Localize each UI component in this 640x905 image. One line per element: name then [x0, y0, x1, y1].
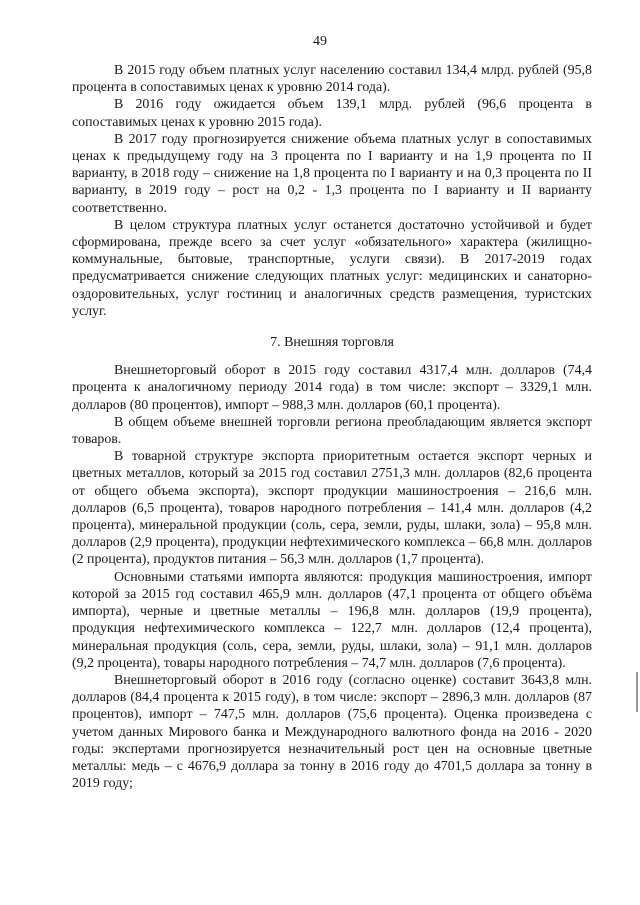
paragraph-paid-services-forecast: В 2017 году прогнозируется снижение объема платных услуг в сопоставимых ценах к предыдущему году на 3 процента по I варианту и на 1,9 процента по II варианту, в 2018 году – снижение на 1,8 процента по I варианту и на 0,3 процента по II варианту, в 2019 году – рост на 0,2 - 1,3 процента по I варианту и II варианту соответственно.: [72, 131, 592, 216]
paragraph-export-predominance: В общем объеме внешней торговли региона преобладающим является экспорт товаров.: [72, 414, 592, 448]
paragraph-import-structure: Основными статьями импорта являются: продукция машиностроения, импорт которой за 2015 год составил 465,9 млн. долларов (47,1 процента от общего объёма импорта), черные и цветные металлы – 196,8 млн. долларов (19,9 процента), продукция нефтехимического комплекса – 122,7 млн. долларов (12,4 процента), минеральная продукция (соль, сера, земли, руды, шлаки, зола) – 91,1 млн. долларов (9,2 процента), товары народного потребления – 74,7 млн. долларов (7,6 процента).: [72, 569, 592, 671]
paragraph-export-structure: В товарной структуре экспорта приоритетным остается экспорт черных и цветных металлов, который за 2015 год составил 2751,3 млн. долларов (82,6 процента от общего объема экспорта), экспорт продукции машиностроения – 216,6 млн. долларов (6,5 процента), товаров народного потребления – 141,4 млн. долларов (4,2 процента), минеральной продукции (соль, сера, земли, руды, шлаки, зола) – 95,8 млн. долларов (2,9 процента), продукции нефтехимического комплекса – 66,8 млн. долларов (2 процента), продуктов питания – 56,3 млн. долларов (1,7 процента).: [72, 449, 592, 568]
section-heading-foreign-trade: 7. Внешняя торговля: [270, 335, 394, 351]
paragraph-paid-services-2016: В 2016 году ожидается объем 139,1 млрд. рублей (96,6 процента в сопоставимых ценах к уровню 2015 года).: [72, 97, 592, 130]
document-body: [72, 62, 592, 792]
paragraph-paid-services-2015: В 2015 году объем платных услуг населению составил 134,4 млрд. рублей (95,8 процента в сопоставимых ценах к уровню 2014 года).: [72, 63, 592, 96]
page-number: 49: [313, 34, 327, 49]
paragraph-trade-turnover-2015: Внешнеторговый оборот в 2015 году составил 4317,4 млн. долларов (74,4 процента к аналогичному периоду 2014 года) в том числе: экспорт – 3329,1 млн. долларов (80 процентов), импорт – 988,3 млн. долларов (60,1 процента).: [72, 363, 592, 413]
paragraph-trade-turnover-2016: Внешнеторговый оборот в 2016 году (согласно оценке) составит 3643,8 млн. долларов (84,4 процента к 2015 году), в том числе: экспорт – 2896,3 млн. долларов (87 процентов), импорт – 747,5 млн. долларов (75,6 процента). Оценка произведена с учетом данных Мирового банка и Международного валютного фонда на 2016 - 2020 годы: экспертами прогнозируется незначительный рост цен на основные цветные металлы: медь – с 4676,9 доллара за тонну в 2016 году до 4701,5 доллара за тонну в 2019 году;: [72, 672, 592, 792]
paragraph-paid-services-structure: В целом структура платных услуг останется достаточно устойчивой и будет сформирована, прежде всего за счет услуг «обязательного» характера (жилищно-коммунальные, бытовые, транспортные, услуги связи). В 2017-2019 годах предусматривается снижение следующих платных услуг: медицинских и санаторно-оздоровительных, услуг гостиниц и аналогичных средств размещения, туристских услуг.: [72, 217, 592, 319]
scan-edge-mark: [636, 672, 638, 712]
